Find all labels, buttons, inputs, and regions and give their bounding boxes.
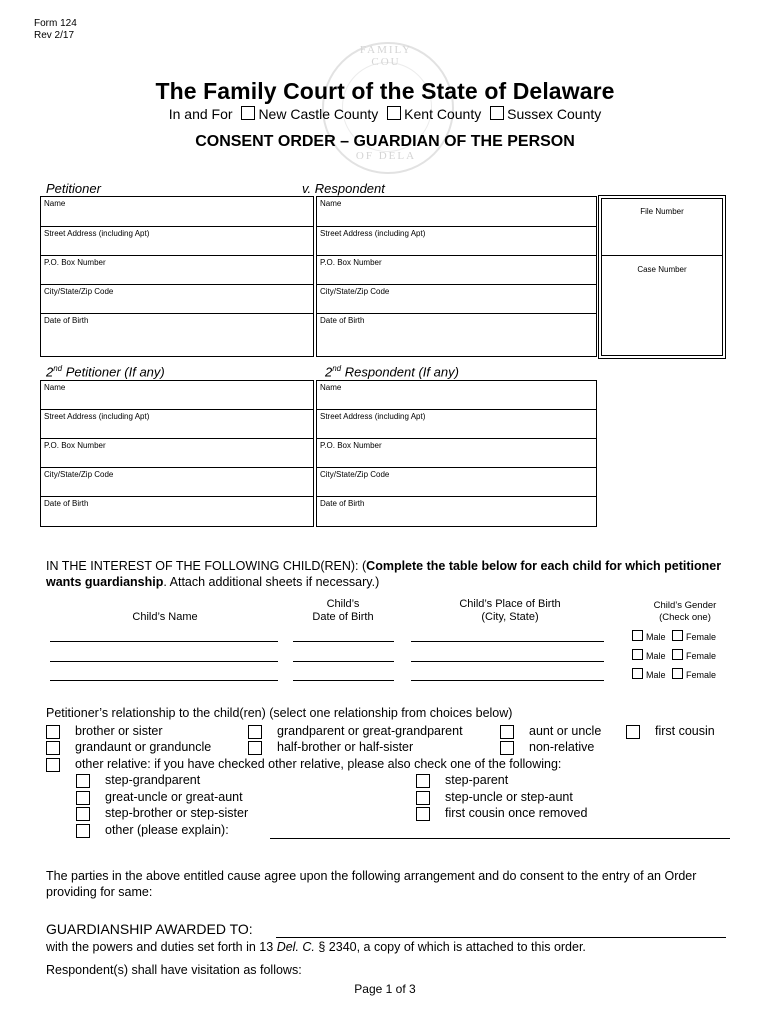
sussex-label: Sussex County [507, 106, 602, 122]
petitioner-pobox-field[interactable]: P.O. Box Number [41, 256, 313, 285]
page-number: Page 1 of 3 [354, 982, 416, 996]
relationship-prompt: Petitioner’s relationship to the child(ren) (select one relationship from choices below) [46, 706, 513, 720]
second-petitioner-label: 2nd Petitioner (If any) [46, 364, 165, 380]
kent-checkbox[interactable] [387, 106, 401, 120]
half-sibling-label: half-brother or half-sister [277, 740, 414, 754]
guardian-name-line[interactable] [276, 937, 726, 938]
petitioner-label: Petitioner [46, 181, 101, 196]
female-checkbox[interactable] [672, 668, 683, 679]
col-child-gender: Child’s Gender (Check one) [653, 600, 717, 623]
respondent-label: v. Respondent [302, 181, 385, 196]
child-birthplace-line-2[interactable] [411, 661, 604, 662]
child-name-line-1[interactable] [50, 641, 278, 642]
child-gender-2: Male Female [632, 649, 716, 661]
form-subtitle: CONSENT ORDER – GUARDIAN OF THE PERSON [195, 133, 575, 150]
col-child-dob: Child’s Date of Birth [312, 598, 374, 623]
step-parent-label: step-parent [445, 773, 509, 787]
child-birthplace-line-1[interactable] [411, 641, 604, 642]
petitioner-name-field[interactable]: Name [41, 197, 313, 227]
second-petitioner-box [40, 380, 314, 527]
female-checkbox[interactable] [672, 630, 683, 641]
col-child-birthplace: Child’s Place of Birth (City, State) [459, 598, 561, 623]
non-relative-checkbox[interactable] [500, 741, 514, 755]
child-gender-1: Male Female [632, 630, 716, 642]
case-number-field[interactable]: Case Number [637, 265, 687, 274]
male-checkbox[interactable] [632, 668, 643, 679]
step-uncle-checkbox[interactable] [416, 791, 430, 805]
second-respondent-dob-field[interactable]: Date of Birth [320, 499, 365, 508]
step-sibling-checkbox[interactable] [76, 807, 90, 821]
petitioner-dob-field[interactable]: Date of Birth [44, 316, 89, 325]
petitioner-city-field[interactable]: City/State/Zip Code [41, 285, 313, 314]
grandaunt-label: grandaunt or granduncle [75, 740, 212, 754]
kent-label: Kent County [404, 106, 482, 122]
child-name-line-2[interactable] [50, 661, 278, 662]
step-parent-checkbox[interactable] [416, 774, 430, 788]
seal-top-text: FAMILY COU [359, 44, 413, 68]
second-respondent-label: 2nd Respondent (If any) [325, 364, 459, 380]
respondent-box [316, 196, 597, 357]
case-info-box [598, 195, 726, 359]
grandparent-label: grandparent or great-grandparent [277, 724, 463, 738]
second-respondent-street-field[interactable]: Street Address (including Apt) [317, 410, 596, 439]
respondent-city-field[interactable]: City/State/Zip Code [317, 285, 596, 314]
new-castle-checkbox[interactable] [241, 106, 255, 120]
female-checkbox[interactable] [672, 649, 683, 660]
respondent-name-field[interactable]: Name [317, 197, 596, 227]
petitioner-box [40, 196, 314, 357]
second-respondent-box [316, 380, 597, 527]
child-gender-3: Male Female [632, 668, 716, 680]
agreement-text: The parties in the above entitled cause agree upon the following arrangement and do consent to the entry of an Order providing for same: [46, 869, 697, 899]
sussex-checkbox[interactable] [490, 106, 504, 120]
county-selector [0, 106, 770, 122]
second-petitioner-name-field[interactable]: Name [41, 381, 313, 410]
brother-sister-checkbox[interactable] [46, 725, 60, 739]
guardianship-powers: with the powers and duties set forth in 13 Del. C. § 2340, a copy of which is attached to this order. [46, 940, 586, 954]
male-checkbox[interactable] [632, 630, 643, 641]
grandaunt-checkbox[interactable] [46, 741, 60, 755]
guardianship-label: GUARDIANSHIP AWARDED TO: [46, 921, 253, 937]
form-number: Form 124 [34, 18, 77, 29]
respondent-dob-field[interactable]: Date of Birth [320, 316, 365, 325]
new-castle-label: New Castle County [258, 106, 379, 122]
step-grandparent-label: step-grandparent [105, 773, 201, 787]
seal-bottom-text: OF DELA [355, 150, 417, 162]
other-relative-checkbox[interactable] [46, 758, 60, 772]
first-cousin-checkbox[interactable] [626, 725, 640, 739]
col-child-name: Child’s Name [132, 611, 198, 623]
petitioner-street-field[interactable]: Street Address (including Apt) [41, 227, 313, 256]
second-respondent-name-field[interactable]: Name [317, 381, 596, 410]
respondent-pobox-field[interactable]: P.O. Box Number [317, 256, 596, 285]
file-number-field[interactable]: File Number [640, 207, 684, 216]
visitation-label: Respondent(s) shall have visitation as follows: [46, 963, 302, 977]
in-and-for-label: In and For [168, 106, 233, 122]
form-revision: Rev 2/17 [34, 30, 75, 41]
child-birthplace-line-3[interactable] [411, 680, 604, 681]
step-uncle-label: step-uncle or step-aunt [445, 790, 573, 804]
first-cousin-label: first cousin [655, 724, 715, 738]
other-explain-checkbox[interactable] [76, 824, 90, 838]
child-dob-line-3[interactable] [293, 680, 394, 681]
second-respondent-city-field[interactable]: City/State/Zip Code [317, 468, 596, 497]
great-uncle-checkbox[interactable] [76, 791, 90, 805]
cousin-removed-checkbox[interactable] [416, 807, 430, 821]
second-petitioner-dob-field[interactable]: Date of Birth [44, 499, 89, 508]
grandparent-checkbox[interactable] [248, 725, 262, 739]
male-checkbox[interactable] [632, 649, 643, 660]
half-sibling-checkbox[interactable] [248, 741, 262, 755]
child-dob-line-1[interactable] [293, 641, 394, 642]
great-uncle-label: great-uncle or great-aunt [105, 790, 243, 804]
other-relative-label: other relative: if you have checked other relative, please also check one of the following: [75, 757, 562, 771]
brother-sister-label: brother or sister [75, 724, 163, 738]
non-relative-label: non-relative [529, 740, 595, 754]
second-respondent-pobox-field[interactable]: P.O. Box Number [317, 439, 596, 468]
other-explain-label: other (please explain): [105, 823, 229, 837]
second-petitioner-pobox-field[interactable]: P.O. Box Number [41, 439, 313, 468]
other-explain-line[interactable] [270, 838, 730, 839]
second-petitioner-city-field[interactable]: City/State/Zip Code [41, 468, 313, 497]
second-petitioner-street-field[interactable]: Street Address (including Apt) [41, 410, 313, 439]
step-grandparent-checkbox[interactable] [76, 774, 90, 788]
respondent-street-field[interactable]: Street Address (including Apt) [317, 227, 596, 256]
child-name-line-3[interactable] [50, 680, 278, 681]
cousin-removed-label: first cousin once removed [445, 806, 588, 820]
aunt-uncle-label: aunt or uncle [529, 724, 602, 738]
court-title: The Family Court of the State of Delaware [155, 78, 615, 104]
child-dob-line-2[interactable] [293, 661, 394, 662]
children-intro: IN THE INTEREST OF THE FOLLOWING CHILD(REN): (Complete the table below for each child for which petitioner wants guardianship. Attach additional sheets if necessary.) [46, 559, 722, 589]
aunt-uncle-checkbox[interactable] [500, 725, 514, 739]
step-sibling-label: step-brother or step-sister [105, 806, 249, 820]
